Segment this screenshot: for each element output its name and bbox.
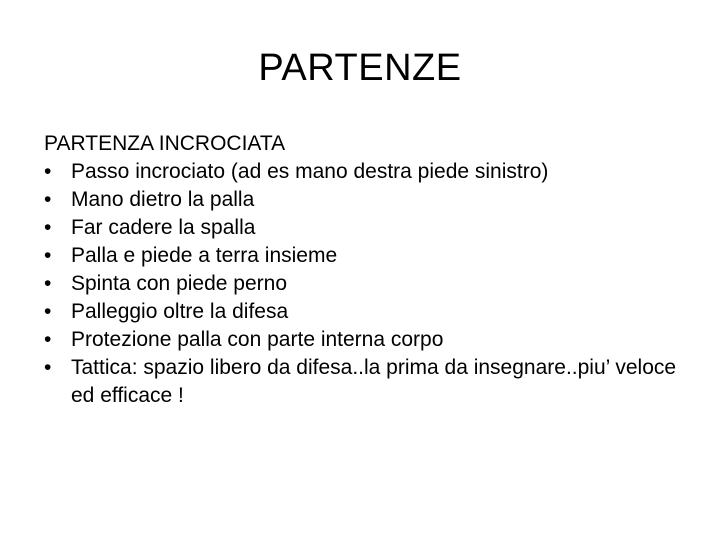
section-subheading: PARTENZA INCROCIATA: [44, 132, 286, 155]
slide-title: PARTENZE: [258, 47, 462, 89]
bullet-icon: •: [44, 356, 52, 379]
bullet-item: [44, 186, 684, 214]
bullet-icon: •: [44, 216, 52, 239]
bullet-icon: •: [44, 272, 52, 295]
bullet-item: [44, 242, 684, 270]
bullet-icon: •: [44, 300, 52, 323]
bullet-list: [44, 158, 684, 410]
bullet-item: [44, 326, 684, 354]
bullet-text: Far cadere la spalla: [71, 216, 256, 239]
bullet-text: Spinta con piede perno: [71, 272, 287, 295]
bullet-item: [44, 214, 684, 242]
bullet-icon: •: [44, 244, 52, 267]
bullet-icon: •: [44, 160, 52, 183]
bullet-text: Palla e piede a terra insieme: [71, 244, 338, 267]
bullet-item: [44, 158, 684, 186]
bullet-text: Mano dietro la palla: [71, 188, 255, 211]
bullet-text: Palleggio oltre la difesa: [71, 300, 289, 323]
bullet-item: [44, 354, 684, 410]
bullet-text: Passo incrociato (ad es mano destra piede sinistro): [71, 160, 549, 183]
bullet-icon: •: [44, 328, 52, 351]
bullet-item: [44, 298, 684, 326]
bullet-text: Protezione palla con parte interna corpo: [71, 328, 444, 351]
slide-content: [44, 130, 684, 410]
bullet-item: [44, 270, 684, 298]
bullet-text: Tattica: spazio libero da difesa..la prima da insegnare..piu’ veloce ed efficace !: [71, 356, 677, 407]
bullet-icon: •: [44, 188, 52, 211]
